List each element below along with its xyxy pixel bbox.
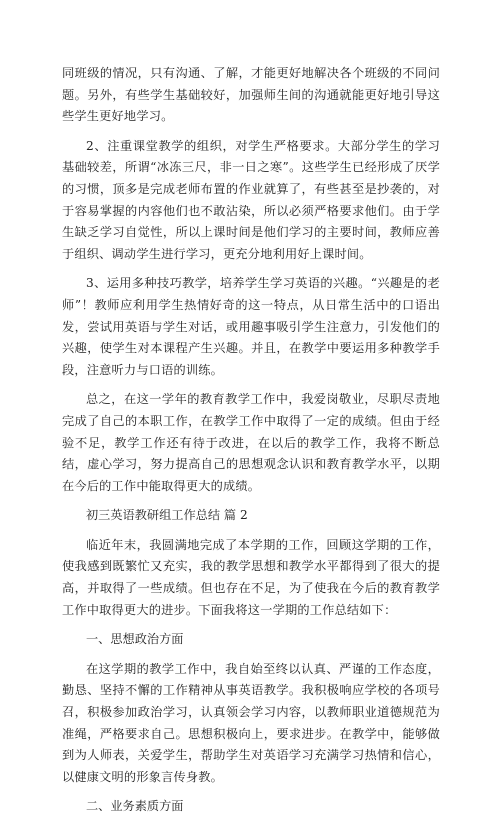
paragraph-ideology: 在这学期的教学工作中，我自始至终以认真、严谨的工作态度，勤恳、坚持不懈的工作精神从事英语教学。我积极响应学校的各项号召，积极参加政治学习，认真领会学习内容，以教师职业道德规范为准绳，严格要求自己。思想积极向上，要求进步。在教学中，能够做到为人师表，关爱学生，帮助学生对英语学习充满学习热情和信心，以健康文明的形象言传身教。	[62, 661, 440, 784]
paragraph-summary: 总之，在这一学年的教育教学工作中，我爱岗敬业，尽职尽责地完成了自己的本职工作，在教学工作中取得了一定的成绩。但由于经验不足，教学工作还有待于改进，在以后的教学工作，我将不断总结，虚心学习，努力提高自己的思想观念认识和教育教学水平，以期在今后的工作中能取得更大的成绩。	[62, 392, 440, 493]
paragraph-point-3: 3、运用多种技巧教学，培养学生学习英语的兴趣。“兴趣是的老师”！教师应利用学生热情好奇的这一特点，从日常生活中的口语出发，尝试用英语与学生对话，或用趣事吸引学生注意力，引发他们的兴趣，使学生对本课程产生兴趣。并且，在教学中要运用多种教学手段，注意听力与口语的训练。	[62, 276, 440, 377]
heading-professional: 二、业务素质方面	[86, 799, 184, 814]
paragraph-point-2: 2、注重课堂教学的组织，对学生严格要求。大部分学生的学习基础较差，所谓“冰冻三尺，非一日之寒”。这些学生已经形成了厌学的习惯，顶多是完成老师布置的作业就算了，有些甚至是抄袭的，对于容易掌握的内容他们也不敢沾染，所以必须严格要求他们。由于学生缺乏学习自觉性，所以上课时间是他们学习的主要时间，教师应善于组织、调动学生进行学习，更充分地利用好上课时间。	[62, 138, 440, 261]
document-body	[62, 63, 440, 818]
section-title: 初三英语教研组工作总结 篇 2	[86, 508, 248, 523]
paragraph-intro: 临近年末，我圆满地完成了本学期的工作，回顾这学期的工作，使我感到既繁忙又充实，我的教学思想和教学水平都得到了很大的提高，并取得了一些成绩。但也存在不足，为了使我在今后的教育教学工作中取得更大的进步。下面我将这一学期的工作总结如下：	[62, 537, 440, 617]
heading-ideology: 一、思想政治方面	[86, 632, 184, 647]
paragraph-continuation: 同班级的情况，只有沟通、了解，才能更好地解决各个班级的不同问题。另外，有些学生基础较好，加强师生间的沟通就能更好地引导这些学生更好地学习。	[62, 66, 440, 124]
